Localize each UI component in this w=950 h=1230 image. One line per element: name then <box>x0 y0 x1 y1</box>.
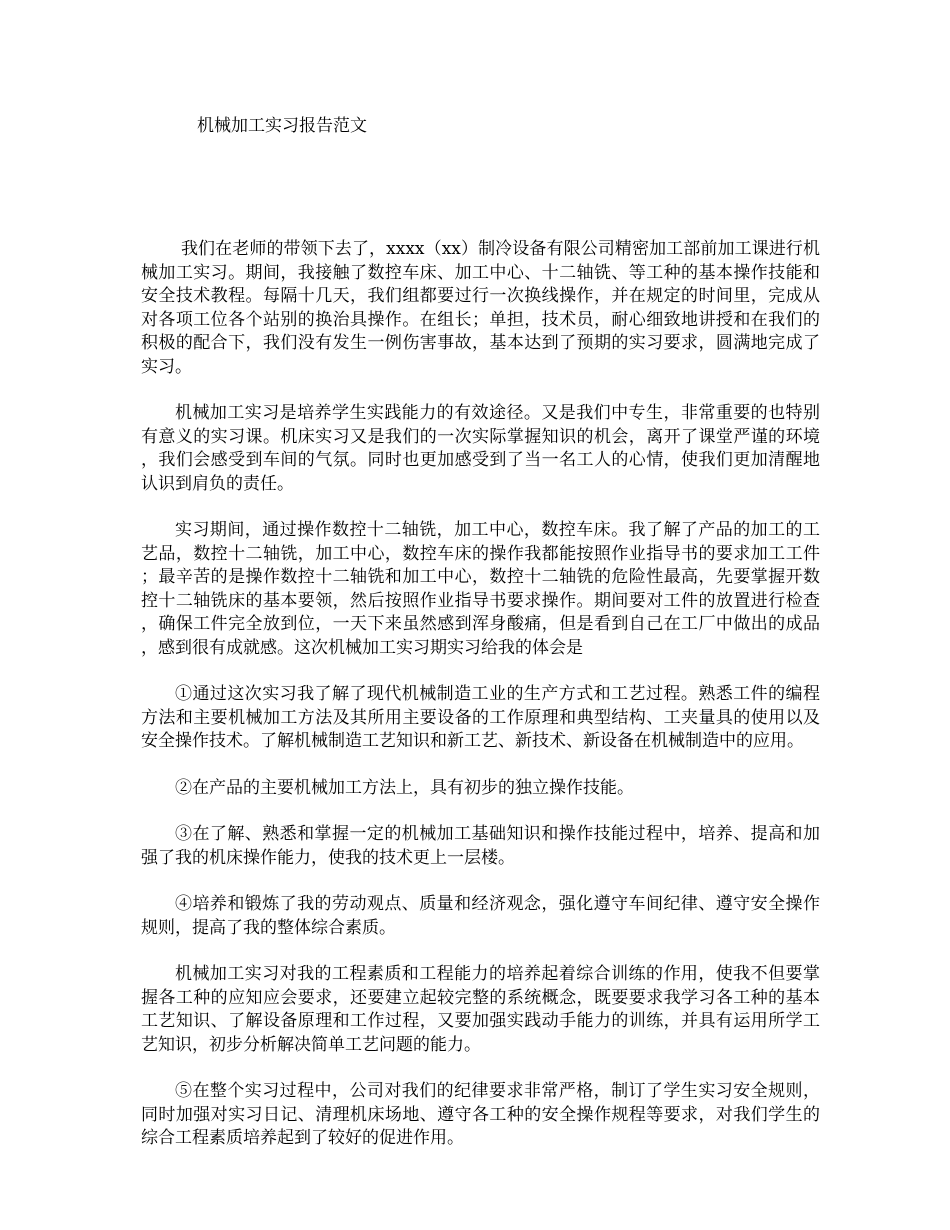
paragraph-point-2: ②在产品的主要机械加工方法上，具有初步的独立操作技能。 <box>175 777 634 798</box>
paragraph-intro: 我们在老师的带领下去了，xxxx（xx）制冷设备有限公司精密加工部前加工课进行机械加工实习。期间，我接触了数控车床、加工中心、十二轴铣、等工种的基本操作技能和安全技术教程。每隔十几天，我们组都要过行一次换线操作，并在规定的时间里，完成从对各项工位各个站别的换治具操作。在组长；单担，技术员，耐心细致地讲授和在我们的积极的配合下，我们没有发生一例伤害事故，基本达到了预期的实习要求，圆满地完成了实习。 <box>141 239 820 377</box>
paragraph-significance: 机械加工实习是培养学生实践能力的有效途径。又是我们中专生，非常重要的也特别有意义的实习课。机床实习又是我们的一次实际掌握知识的机会，离开了课堂严谨的环境，我们会感受到车间的气氛。同时也更加感受到了当一名工人的心情，使我们更加清醒地认识到肩负的责任。 <box>141 403 820 494</box>
paragraph-training: 机械加工实习对我的工程素质和工程能力的培养起着综合训练的作用，使我不但要掌握各工种的应知应会要求，还要建立起较完整的系统概念，既要要求我学习各工种的基本工艺知识、了解设备原理和工作过程，又要加强实践动手能力的训练，并具有运用所学工艺知识，初步分析解决简单工艺问题的能力。 <box>141 964 820 1055</box>
document-body <box>141 238 820 1174</box>
document-title: 机械加工实习报告范文 <box>197 116 367 136</box>
paragraph-point-4: ④培养和锻炼了我的劳动观点、质量和经济观念，强化遵守车间纪律、遵守安全操作规则，提高了我的整体综合素质。 <box>141 894 820 938</box>
paragraph-point-3: ③在了解、熟悉和掌握一定的机械加工基础知识和操作技能过程中，培养、提高和加强了我的机床操作能力，使我的技术更上一层楼。 <box>141 824 820 868</box>
paragraph-point-5: ⑤在整个实习过程中，公司对我们的纪律要求非常严格，制订了学生实习安全规则，同时加强对实习日记、清理机床场地、遵守各工种的安全操作规程等要求，对我们学生的综合工程素质培养起到了较好的促进作用。 <box>141 1081 820 1148</box>
paragraph-practice: 实习期间，通过操作数控十二轴铣，加工中心，数控车床。我了解了产品的加工的工艺品，数控十二轴铣，加工中心，数控车床的操作我都能按照作业指导书的要求加工工件；最辛苦的是操作数控十二轴铣和加工中心，数控十二轴铣的危险性最高，先要掌握开数控十二轴铣床的基本要领，然后按照作业指导书要求操作。期间要对工件的放置进行检查，确保工件完全放到位，一天下来虽然感到浑身酸痛，但是看到自己在工厂中做出的成品，感到很有成就感。这次机械加工实习期实习给我的体会是 <box>141 520 820 658</box>
paragraph-point-1: ①通过这次实习我了解了现代机械制造工业的生产方式和工艺过程。熟悉工件的编程方法和主要机械加工方法及其所用主要设备的工作原理和典型结构、工夹量具的使用以及安全操作技术。了解机械制造工艺知识和新工艺、新技术、新设备在机械制造中的应用。 <box>141 684 820 751</box>
